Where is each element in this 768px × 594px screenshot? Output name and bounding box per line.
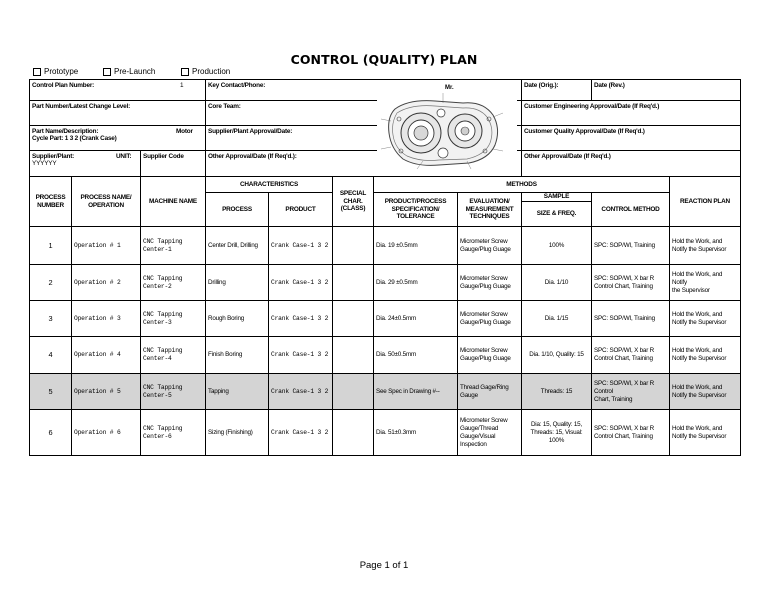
table-cell-control: SPC: SOP/WI, X bar R Control Chart, Training xyxy=(591,264,670,301)
table-cell-spec: Dia. 19 ±0.5mm xyxy=(373,226,458,265)
table-cell-process: Finish Boring xyxy=(205,336,269,374)
table-cell-machine: CNC Tapping Center-6 xyxy=(140,409,206,456)
drawing-tag-label: Mr. xyxy=(445,85,454,91)
col-machine-name: MACHINE NAME xyxy=(140,176,206,227)
table-cell-control: SPC: SOP/WI, X bar R Control Chart, Training xyxy=(591,373,670,410)
supplier-code-label: Supplier Code xyxy=(143,153,184,160)
table-cell-evaluation: Micrometer Screw Gauge/Thread Gauge/Visual Inspection xyxy=(457,409,522,456)
customer-quality-approval-label: Customer Quality Approval/Date (If Req'd.) xyxy=(524,128,645,135)
supplier-code-cell xyxy=(140,150,206,177)
col-size-freq: SIZE & FREQ. xyxy=(521,201,592,227)
col-control-method: CONTROL METHOD xyxy=(591,192,670,227)
table-cell-sample: Dia. 1/15 xyxy=(521,300,592,337)
table-cell-product: Crank Case-1 3 2 xyxy=(268,409,333,456)
checkbox-label: Production xyxy=(192,67,231,76)
table-cell-operation: Operation # 4 xyxy=(71,336,141,374)
table-cell-evaluation: Thread Gage/Ring Gauge xyxy=(457,373,522,410)
part-number-cell xyxy=(29,100,206,126)
col-special-char: SPECIAL CHAR. (CLASS) xyxy=(332,176,374,227)
crank-case-drawing xyxy=(377,85,517,173)
col-process: PROCESS xyxy=(205,192,269,227)
table-cell-reaction: Hold the Work, and Notify the Supervisor xyxy=(669,336,741,374)
table-cell-sample: 100% xyxy=(521,226,592,265)
part-name-value: Motor xyxy=(176,128,193,135)
table-cell-reaction: Hold the Work, and Notify the Supervisor xyxy=(669,373,741,410)
table-cell-num: 6 xyxy=(29,409,72,456)
table-cell-spec: Dia. 29 ±0.5mm xyxy=(373,264,458,301)
table-cell-machine: CNC Tapping Center-3 xyxy=(140,300,206,337)
control-plan-number-label: Control Plan Number: xyxy=(32,82,95,89)
table-cell-special xyxy=(332,336,374,374)
table-cell-special xyxy=(332,409,374,456)
table-cell-product: Crank Case-1 3 2 xyxy=(268,336,333,374)
checkbox-label: Prototype xyxy=(44,67,79,76)
col-evaluation: EVALUATION/ MEASUREMENT TECHNIQUES xyxy=(457,192,522,227)
table-cell-process: Tapping xyxy=(205,373,269,410)
table-cell-process: Rough Boring xyxy=(205,300,269,337)
crank-case-drawing-icon xyxy=(377,89,517,173)
table-cell-special xyxy=(332,373,374,410)
supplier-approval-label: Supplier/Plant Approval/Date: xyxy=(208,128,293,135)
table-cell-evaluation: Micrometer Screw Gauge/Plug Guage xyxy=(457,264,522,301)
other-approval-label: Other Approval/Date (If Req'd.): xyxy=(208,153,297,160)
cycle-part-label: Cycle Part: 1 3 2 (Crank Case) xyxy=(32,135,117,143)
production-checkbox[interactable] xyxy=(181,67,230,76)
unit-label: UNIT: xyxy=(116,153,132,160)
supplier-plant-cell xyxy=(29,150,141,177)
control-plan-number-cell xyxy=(29,79,206,101)
part-number-label: Part Number/Latest Change Level: xyxy=(32,103,131,110)
table-cell-sample: Dia. 1/10 xyxy=(521,264,592,301)
table-cell-num: 4 xyxy=(29,336,72,374)
table-cell-operation: Operation # 5 xyxy=(71,373,141,410)
table-cell-evaluation: Micrometer Screw Gauge/Plug Guage xyxy=(457,336,522,374)
table-cell-num: 5 xyxy=(29,373,72,410)
table-cell-spec: See Spec in Drawing #-- xyxy=(373,373,458,410)
table-cell-control: SPC: SOP/WI, Training xyxy=(591,226,670,265)
table-cell-product: Crank Case-1 3 2 xyxy=(268,264,333,301)
checkbox-icon[interactable] xyxy=(103,68,111,76)
col-spec: PRODUCT/PROCESS SPECIFICATION/ TOLERANCE xyxy=(373,192,458,227)
col-process-number: PROCESS NUMBER xyxy=(29,176,72,227)
table-cell-special xyxy=(332,264,374,301)
key-contact-label: Key Contact/Phone: xyxy=(208,82,266,89)
table-cell-machine: CNC Tapping Center-5 xyxy=(140,373,206,410)
supplier-plant-label: Supplier/Plant: xyxy=(32,153,75,160)
customer-engineering-approval-label: Customer Engineering Approval/Date (If Req'd.) xyxy=(524,103,660,110)
table-cell-machine: CNC Tapping Center-2 xyxy=(140,264,206,301)
table-cell-special xyxy=(332,300,374,337)
table-cell-evaluation: Micrometer Screw Gauge/Plug Guage xyxy=(457,226,522,265)
table-cell-control: SPC: SOP/WI, Training xyxy=(591,300,670,337)
col-methods: METHODS xyxy=(373,176,670,193)
table-cell-operation: Operation # 1 xyxy=(71,226,141,265)
table-cell-sample: Dia: 15, Quality: 15, Threads: 15, Visual: 100% xyxy=(521,409,592,456)
plan-type-checkboxes xyxy=(33,67,433,78)
date-rev-cell xyxy=(591,79,741,101)
part-name-label: Part Name/Description: xyxy=(32,128,99,135)
table-cell-operation: Operation # 3 xyxy=(71,300,141,337)
col-reaction-plan: REACTION PLAN xyxy=(669,176,741,227)
date-orig-label: Date (Orig.): xyxy=(524,82,559,89)
table-cell-product: Crank Case-1 3 2 xyxy=(268,373,333,410)
page-number: Page 1 of 1 xyxy=(359,560,409,571)
table-cell-num: 3 xyxy=(29,300,72,337)
core-team-label: Core Team: xyxy=(208,103,241,110)
table-cell-process: Drilling xyxy=(205,264,269,301)
table-cell-sample: Dia. 1/10, Quality: 15 xyxy=(521,336,592,374)
table-cell-num: 1 xyxy=(29,226,72,265)
customer-quality-approval-cell xyxy=(521,125,741,151)
table-cell-operation: Operation # 6 xyxy=(71,409,141,456)
col-product: PRODUCT xyxy=(268,192,333,227)
table-cell-product: Crank Case-1 3 2 xyxy=(268,226,333,265)
table-cell-operation: Operation # 2 xyxy=(71,264,141,301)
table-cell-spec: Dia. 24±0.5mm xyxy=(373,300,458,337)
customer-engineering-approval-cell xyxy=(521,100,741,126)
table-cell-spec: Dia. 50±0.5mm xyxy=(373,336,458,374)
table-cell-reaction: Hold the Work, and Notify the Supervisor xyxy=(669,264,741,301)
table-cell-evaluation: Micrometer Screw Gauge/Plug Guage xyxy=(457,300,522,337)
table-cell-reaction: Hold the Work, and Notify the Supervisor xyxy=(669,300,741,337)
table-cell-special xyxy=(332,226,374,265)
col-sample: SAMPLE xyxy=(521,192,592,202)
table-cell-control: SPC: SOP/WI, X bar R Control Chart, Training xyxy=(591,336,670,374)
checkbox-label: Pre-Launch xyxy=(114,67,156,76)
part-name-cell xyxy=(29,125,206,151)
table-cell-spec: Dia. 51±0.3mm xyxy=(373,409,458,456)
col-characteristics: CHARACTERISTICS xyxy=(205,176,333,193)
date-orig-cell xyxy=(521,79,592,101)
table-cell-reaction: Hold the Work, and Notify the Supervisor xyxy=(669,226,741,265)
prelaunch-checkbox[interactable] xyxy=(103,67,155,76)
table-cell-process: Center Drill, Drilling xyxy=(205,226,269,265)
control-plan-number-value: 1 xyxy=(180,82,184,89)
table-cell-machine: CNC Tapping Center-1 xyxy=(140,226,206,265)
checkbox-icon[interactable] xyxy=(33,68,41,76)
table-cell-control: SPC: SOP/WI, X bar R Control Chart, Training xyxy=(591,409,670,456)
page-title: CONTROL (QUALITY) PLAN xyxy=(290,52,478,67)
other-approval-right-cell xyxy=(521,150,741,177)
table-cell-process: Sizing (Finishing) xyxy=(205,409,269,456)
checkbox-icon[interactable] xyxy=(181,68,189,76)
col-process-name: PROCESS NAME/ OPERATION xyxy=(71,176,141,227)
prototype-checkbox[interactable] xyxy=(33,67,78,76)
other-approval-right-label: Other Approval/Date (If Req'd.) xyxy=(524,153,611,160)
date-rev-label: Date (Rev.) xyxy=(594,82,625,89)
table-cell-product: Crank Case-1 3 2 xyxy=(268,300,333,337)
table-cell-num: 2 xyxy=(29,264,72,301)
table-cell-sample: Threads: 15 xyxy=(521,373,592,410)
table-cell-reaction: Hold the Work, and Notify the Supervisor xyxy=(669,409,741,456)
table-cell-machine: CNC Tapping Center-4 xyxy=(140,336,206,374)
supplier-plant-value: YYYYYY xyxy=(32,160,57,168)
